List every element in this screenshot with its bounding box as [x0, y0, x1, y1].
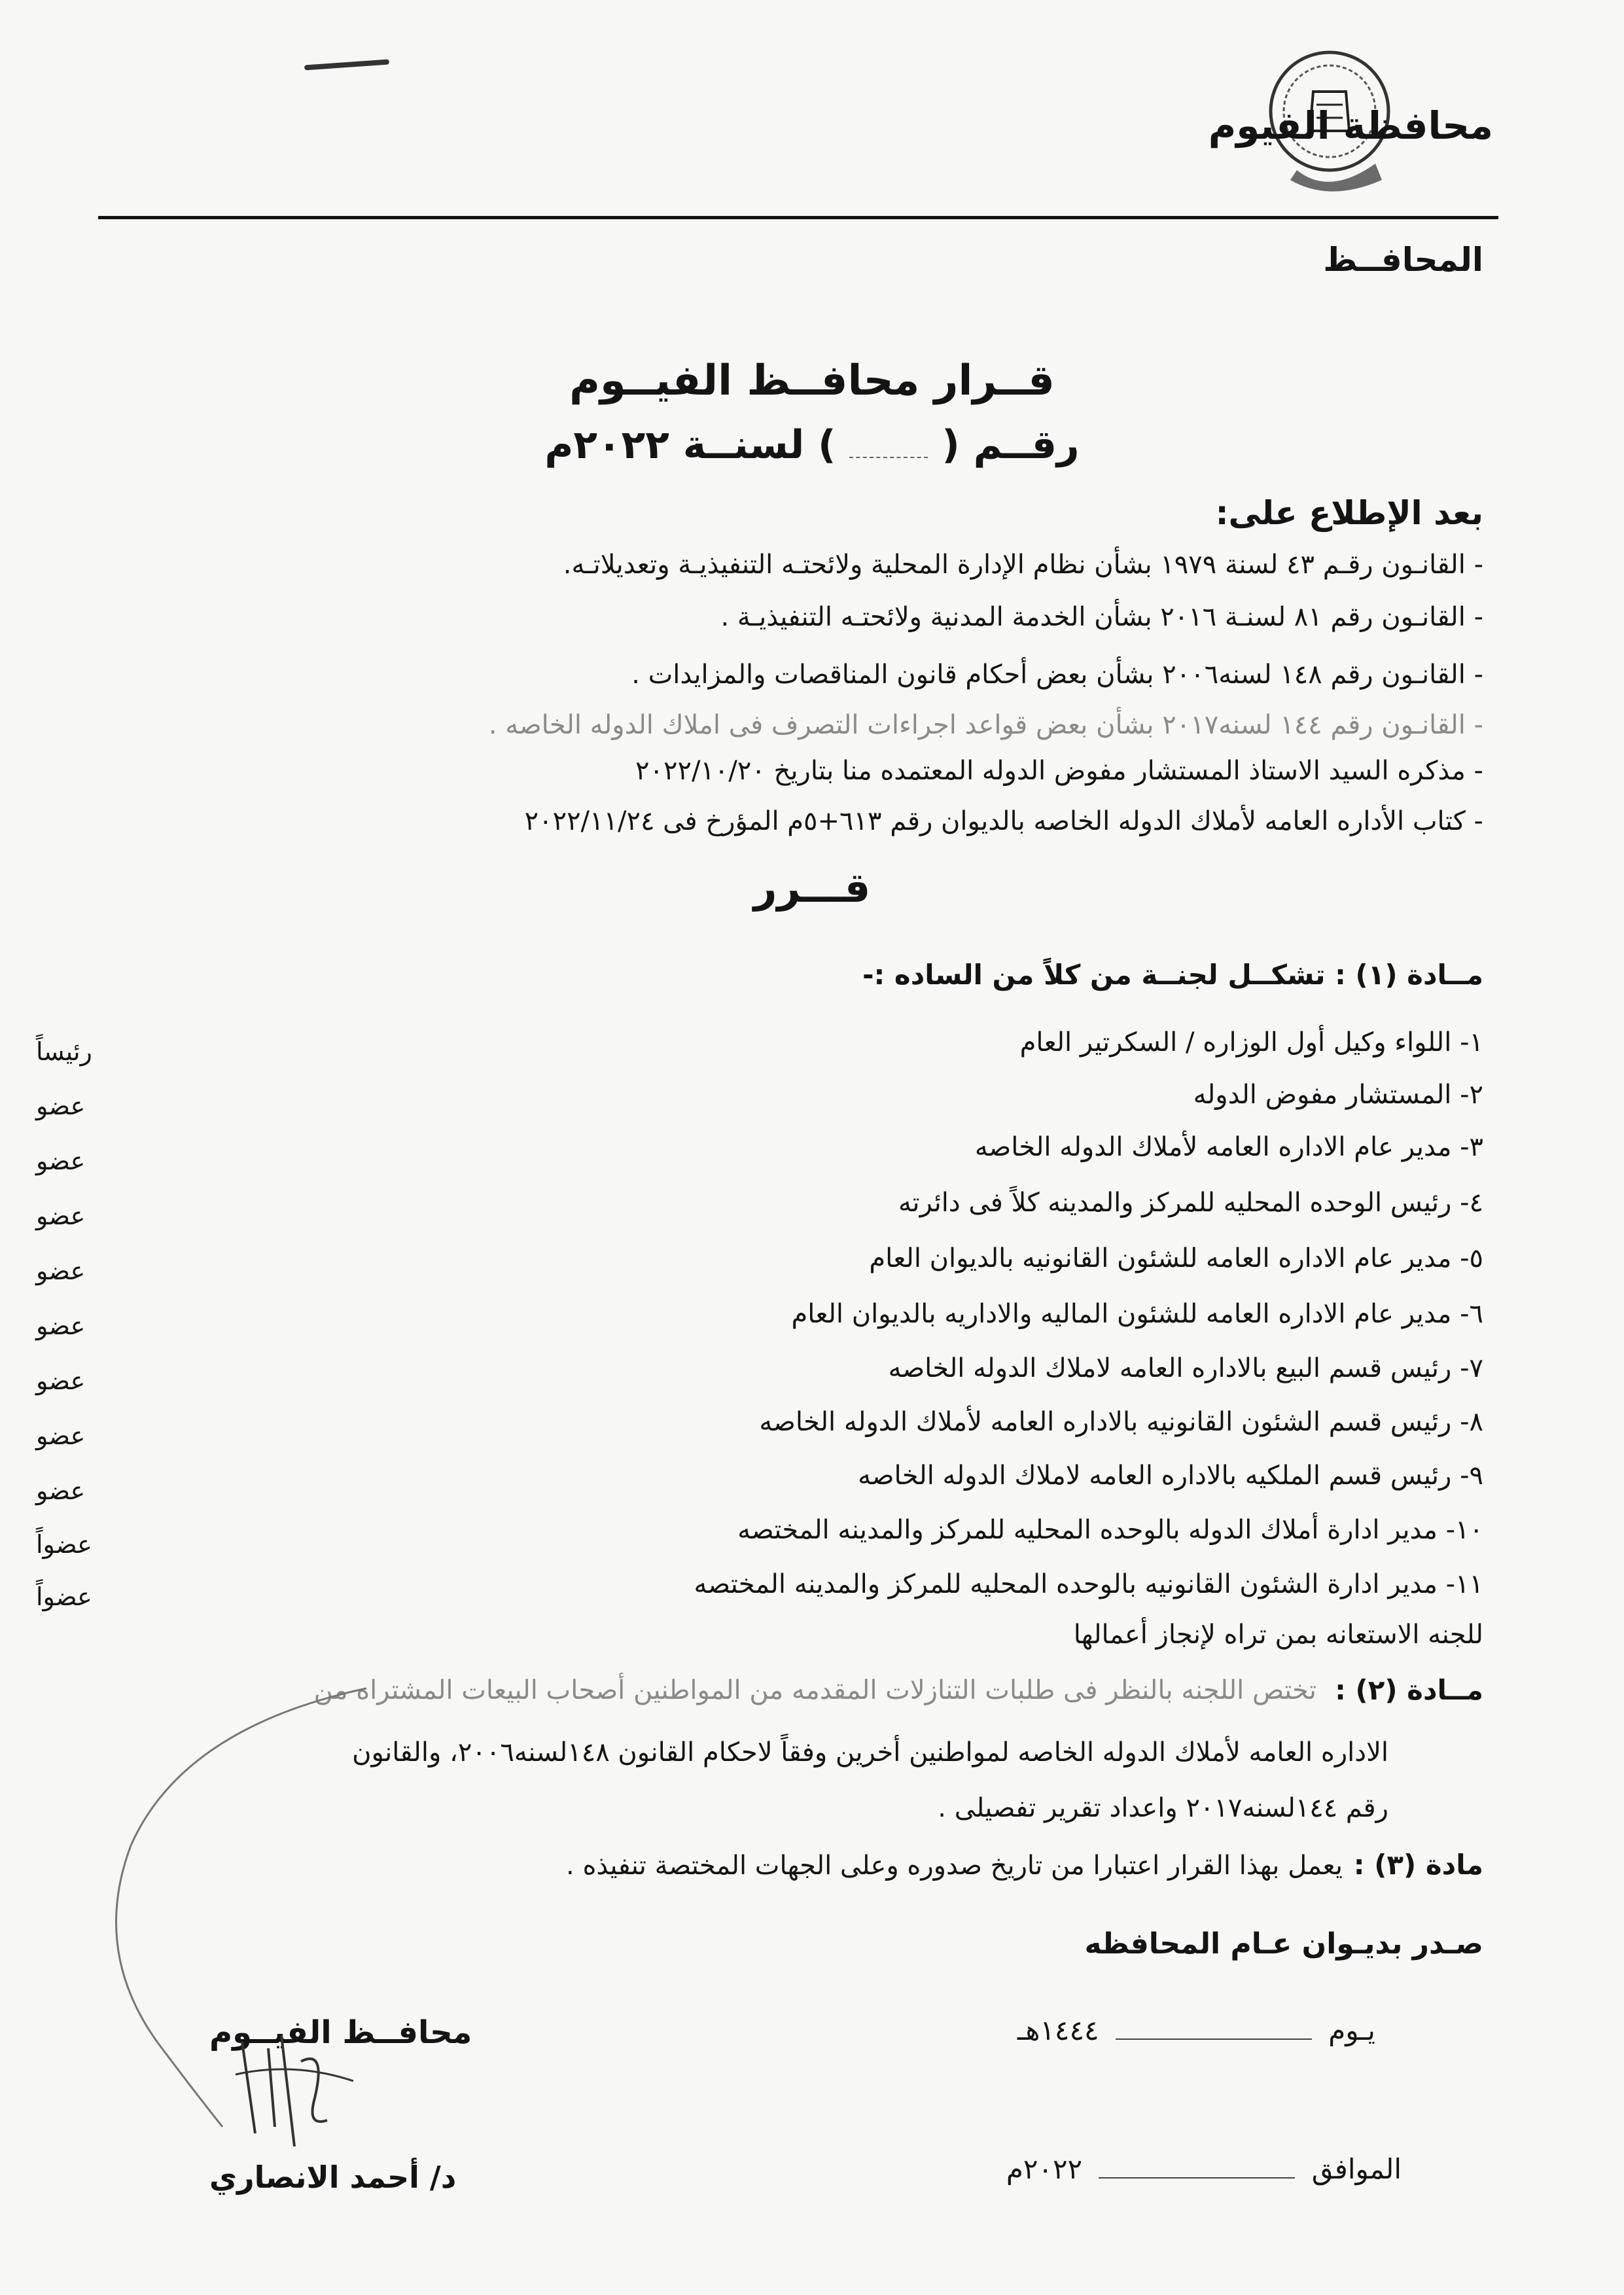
article-2-line: الاداره العامه لأملاك الدوله الخاصه لمواطنين أخرين وفقاً لاحكام القانون ١٤٨لسنه٢٠٠٦، والقانون: [352, 1737, 1388, 1768]
governor-name: د/ أحمد الانصاري: [209, 2160, 457, 2195]
decision-title: قــرار محافــظ الفيــوم: [569, 357, 1055, 405]
preamble-heading: بعد الإطلاع على:: [1215, 494, 1483, 532]
member-item: ٩- رئيس قسم الملكيه بالاداره العامه لاملاك الدوله الخاصه: [858, 1461, 1483, 1491]
pen-curve-icon: [52, 1675, 380, 2133]
article-3-heading: مادة (٣) :: [1353, 1849, 1483, 1881]
decided-heading: قـــرر: [753, 864, 871, 912]
article-3-text: يعمل بهذا القرار اعتبارا من تاريخ صدوره وعلى الجهات المختصة تنفيذه .: [566, 1851, 1343, 1881]
number-prefix: رقــم (: [942, 422, 1080, 468]
article-2-line: رقم ١٤٤لسنه٢٠١٧ واعداد تقرير تفصيلى .: [938, 1793, 1388, 1823]
preamble-item: - القانـون رقم ٨١ لسنـة ٢٠١٦ بشأن الخدمة المدنية ولائحتـه التنفيذيـة .: [720, 602, 1483, 632]
hijri-handwritten-date: [1116, 2038, 1312, 2040]
gregorian-year: ٢٠٢٢م: [1006, 2153, 1083, 2185]
hijri-year: ١٤٤٤هـ: [1017, 2014, 1099, 2046]
member-role: عضو: [36, 1421, 86, 1450]
preamble-item: - القانـون رقـم ٤٣ لسنة ١٩٧٩ بشأن نظام الإدارة المحلية ولائحتـه التنفيذيـة وتعديلاتـه.: [563, 550, 1483, 580]
gregorian-prefix: الموافق: [1311, 2153, 1402, 2185]
member-role: عضواً: [36, 1530, 92, 1559]
member-item: ٣- مدير عام الاداره العامه لأملاك الدوله الخاصه: [974, 1132, 1483, 1162]
gregorian-date-line: [1006, 2153, 1402, 2185]
member-role: عضو: [36, 1366, 86, 1395]
decision-number: [849, 457, 928, 458]
member-role: عضو: [36, 1476, 86, 1505]
decision-number-line: [0, 422, 1624, 468]
hijri-prefix: يـوم: [1328, 2014, 1375, 2046]
member-item: ١- اللواء وكيل أول الوزاره / السكرتير العام: [1019, 1027, 1483, 1058]
header-divider: [98, 216, 1498, 219]
article-2-heading: مــادة (٢) :: [1335, 1674, 1483, 1706]
article-1-closing: للجنه الاستعانه بمن تراه لإنجاز أعمالها: [1073, 1620, 1483, 1650]
gregorian-handwritten-date: [1099, 2177, 1295, 2179]
member-item: ٢- المستشار مفوض الدوله: [1193, 1080, 1483, 1110]
preamble-item: - مذكره السيد الاستاذ المستشار مفوض الدوله المعتمده منا بتاريخ ٢٠٢٢/١٠/٢٠: [635, 756, 1483, 786]
number-suffix: ) لسنــة ٢٠٢٢م: [544, 422, 836, 468]
issued-line: صـدر بديـوان عـام المحافظه: [1084, 1927, 1483, 1961]
article-2-line: تختص اللجنه بالنظر فى طلبات التنازلات المقدمه من المواطنين أصحاب البيعات المشتراه من: [313, 1675, 1316, 1705]
member-role: عضو: [36, 1311, 86, 1340]
pen-mark: [304, 59, 389, 70]
member-role: عضو: [36, 1201, 86, 1230]
member-role: عضو: [36, 1147, 86, 1175]
member-role: رئيساً: [36, 1037, 92, 1066]
member-item: ٦- مدير عام الاداره العامه للشئون الماليه والاداريه بالديوان العام: [791, 1299, 1483, 1329]
member-item: ٥- مدير عام الاداره العامه للشئون القانونيه بالديوان العام: [869, 1243, 1483, 1273]
member-item: ٧- رئيس قسم البيع بالاداره العامه لاملاك الدوله الخاصه: [888, 1353, 1483, 1383]
hijri-date-line: [1017, 2014, 1375, 2046]
preamble-item: - كتاب الأداره العامه لأملاك الدوله الخاصه بالديوان رقم ٦١٣+٥م المؤرخ فى ٢٠٢٢/١١/٢٤: [524, 806, 1483, 836]
member-item: ٤- رئيس الوحده المحليه للمركز والمدينه كلاً فى دائرته: [898, 1188, 1483, 1218]
preamble-item: - القانـون رقم ١٤٤ لسنه٢٠١٧ بشأن بعض قواعد اجراءات التصرف فى املاك الدوله الخاصه .: [488, 710, 1483, 740]
member-item: ٨- رئيس قسم الشئون القانونيه بالاداره العامه لأملاك الدوله الخاصه: [759, 1407, 1483, 1437]
member-item: ١١- مدير ادارة الشئون القانونيه بالوحده المحليه للمركز والمدينه المختصه: [694, 1569, 1483, 1599]
member-item: ١٠- مدير ادارة أملاك الدوله بالوحده المحليه للمركز والمدينه المختصه: [737, 1515, 1483, 1545]
member-role: عضو: [36, 1256, 86, 1285]
preamble-item: - القانـون رقم ١٤٨ لسنه٢٠٠٦ بشأن بعض أحكام قانون المناقصات والمزايدات .: [631, 660, 1483, 690]
member-role: عضواً: [36, 1582, 92, 1611]
governorate-name: محافظة الفيوم: [1208, 103, 1493, 148]
governor-label: المحافــظ: [1323, 241, 1483, 279]
governor-signature-title: محافــظ الفيــوم: [209, 2014, 472, 2051]
member-role: عضو: [36, 1092, 86, 1120]
article-1-heading: مــادة (١) : تشكــل لجنــة من كلاً من الساده :-: [862, 959, 1483, 991]
